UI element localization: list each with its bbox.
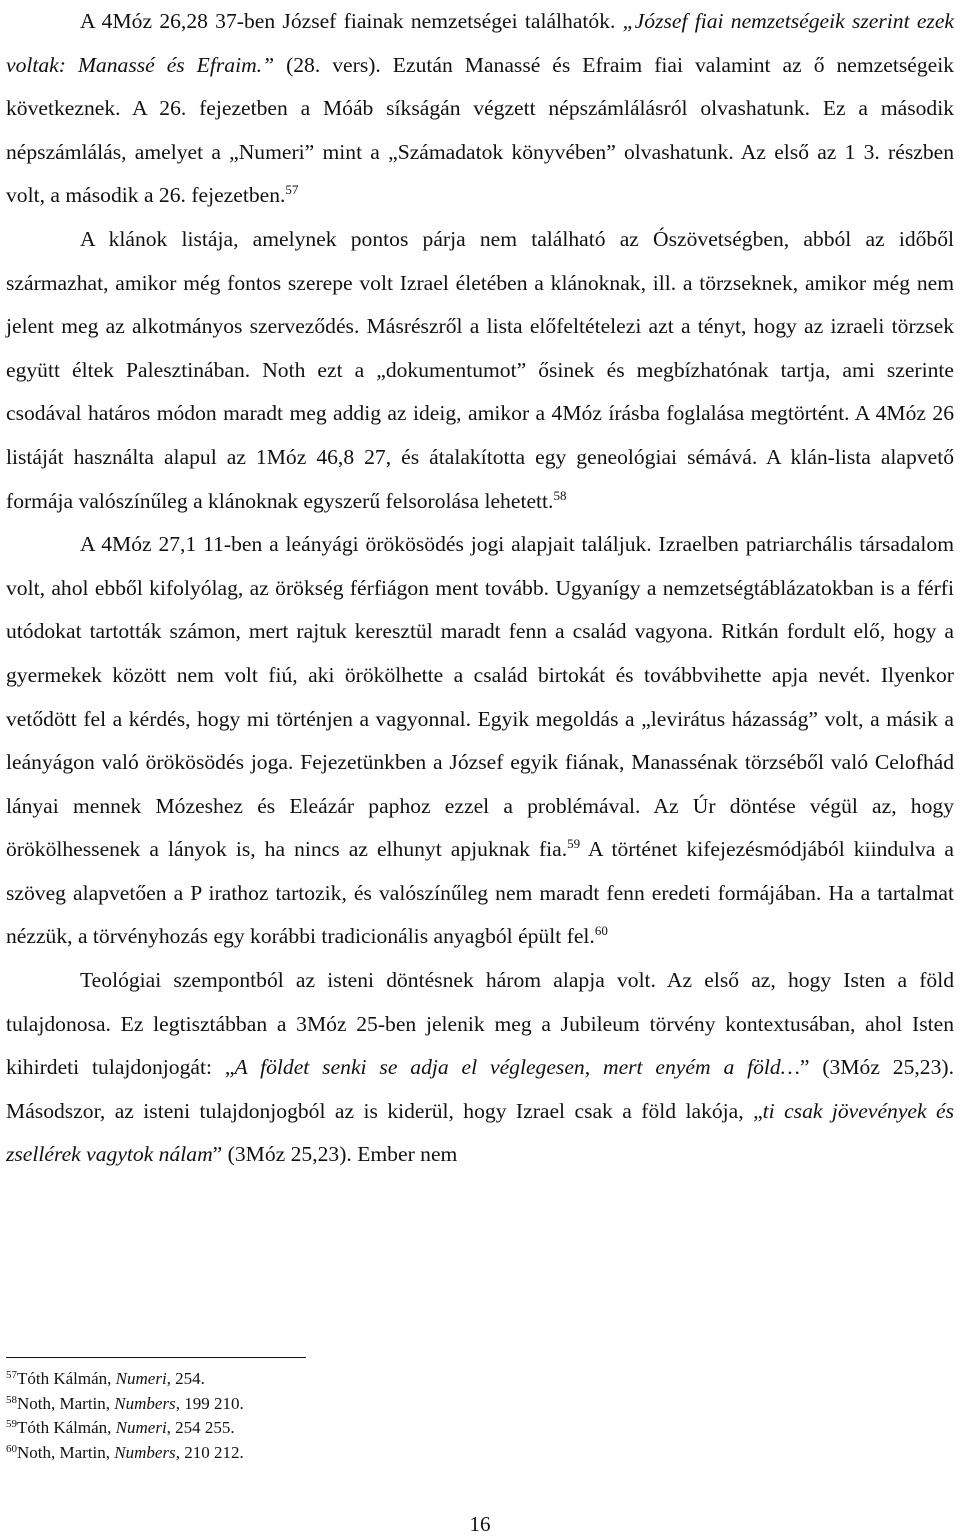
footnote — [6, 1367, 906, 1392]
footnote-author: Noth, Martin, — [17, 1442, 115, 1462]
quote-text: „József fiai nemzetségeik szerint ezek voltak: Manassé és Efraim.” — [6, 9, 954, 77]
quote-text: ti csak jövevények és zsellérek vagytok nálam — [6, 1098, 954, 1167]
footnotes — [6, 1367, 906, 1465]
quote-text: A földet senki se adja el véglegesen, mert enyém a föld… — [234, 1055, 800, 1080]
footnote-ref: 59 — [567, 836, 581, 852]
text-run: ” (3Móz 25,23). Ember nem — [212, 1142, 458, 1167]
footnote-title: Numbers — [114, 1442, 176, 1462]
footnote-ref: 57 — [285, 182, 299, 198]
footnote-ref: 58 — [553, 487, 567, 503]
page-number: 16 — [469, 1512, 491, 1536]
footnote-number: 60 — [6, 1442, 17, 1455]
text-run: A történet kifejezésmódjából kiindulva a szöveg alapvetően a P irathoz tartozik, és valószínűleg nem maradt fenn eredeti formájában. Ha a tartalmat nézzük, a törvényhozás egy korábbi tradicionális anyagból épült fel. — [6, 837, 954, 949]
text-run: A 4Móz 26,28 37-ben József fiainak nemzetségei találhatók. — [80, 9, 623, 33]
footnote-pages: , 254 255. — [166, 1418, 235, 1437]
footnote-title: Numeri — [115, 1418, 167, 1437]
page-body — [6, 0, 954, 1177]
body-text — [6, 0, 954, 1177]
footnote-number: 57 — [6, 1369, 17, 1381]
footnote — [6, 1416, 906, 1441]
footnote-number: 58 — [6, 1393, 17, 1406]
footnote-number: 59 — [6, 1418, 17, 1430]
footnote-author: Tóth Kálmán, — [17, 1369, 116, 1388]
text-run: (28. vers). Ezután Manassé és Efraim fiai valamint az ő nemzetségeik következnek. A 26. fejezetben a Móáb síkságán végzett népszámlálásról olvashatunk. Ez a második népszámlálás, amelyet a „Numeri” mint a „Számadatok könyvében” olvashatunk. Az első az 1 3. részben volt, a második a 26. fejezetben. — [6, 52, 954, 208]
text-run: ” (3Móz 25,23). Másodszor, az isteni tulajdonjogból az is kiderül, hogy Izrael csak a föld lakója, „ — [6, 1055, 954, 1123]
paragraph — [6, 0, 954, 218]
paragraph — [6, 523, 954, 959]
footnote-title: Numbers — [114, 1393, 176, 1413]
footnote — [6, 1441, 906, 1466]
paragraph — [6, 959, 954, 1177]
footnote-title: Numeri — [115, 1369, 167, 1388]
footnote — [6, 1392, 906, 1417]
footnote-pages: , 210 212. — [175, 1442, 244, 1462]
paragraph — [6, 218, 954, 523]
footnote-separator — [6, 1357, 306, 1358]
footnote-author: Tóth Kálmán, — [17, 1418, 116, 1437]
footnote-ref: 60 — [594, 923, 608, 939]
text-run: A klánok listája, amelynek pontos párja nem található az Ószövetségben, abból az időből származhat, amikor még fontos szerepe volt Izrael életében a klánoknak, ill. a törzseknek, amikor még nem jelent meg az alkotmányos szerveződés. Másrészről a lista előfeltételezi azt a tényt, hogy az izraeli törzsek együtt éltek Palesztinában. Noth ezt a „dokumentumot” ősinek és megbízhatónak tartja, ami szerinte csodával határos módon maradt meg addig az ideig, amikor a 4Móz írásba foglalása megtörtént. A 4Móz 26 listáját használta alapul az 1Móz 46,8 27, és átalakította egy geneológiai sémává. A klán-lista alapvető formája valószínűleg a klánoknak egyszerű felsorolása lehetett. — [6, 226, 954, 513]
text-run: Teológiai szempontból az isteni döntésnek három alapja volt. Az első az, hogy Isten a föld tulajdonosa. Ez legtisztábban a 3Móz 25-ben jelenik meg a Jubileum törvény kontextusában, ahol Isten kihirdeti tulajdonjogát: „ — [6, 968, 954, 1080]
footnote-author: Noth, Martin, — [17, 1393, 115, 1413]
footnote-pages: , 254. — [166, 1369, 205, 1388]
text-run: A 4Móz 27,1 11-ben a leányági örökösödés jogi alapjait találjuk. Izraelben patriarchális társadalom volt, ahol ebből kifolyólag, az örökség férfiágon ment tovább. Ugyanígy a nemzetségtáblázatokban is a férfi utódokat tartották számon, mert rajtuk keresztül maradt fenn a család vagyona. Ritkán fordult elő, hogy a gyermekek között nem volt fiú, aki örökölhette a család birtokát és továbbvihette apja nevét. Ilyenkor vetődött fel a kérdés, hogy mi történjen a vagyonnal. Egyik megoldás a „levirátus házasság” volt, a másik a leányágon való örökösödés joga. Fejezetünkben a József egyik fiának, Manassénak törzséből való Celofhád lányai mennek Mózeshez és Eleázár paphoz ezzel a problémával. Az Úr döntése végül az, hogy örökölhessenek a lányok is, ha nincs az elhunyt apjuknak fia. — [6, 532, 954, 862]
footnote-pages: , 199 210. — [175, 1393, 244, 1413]
